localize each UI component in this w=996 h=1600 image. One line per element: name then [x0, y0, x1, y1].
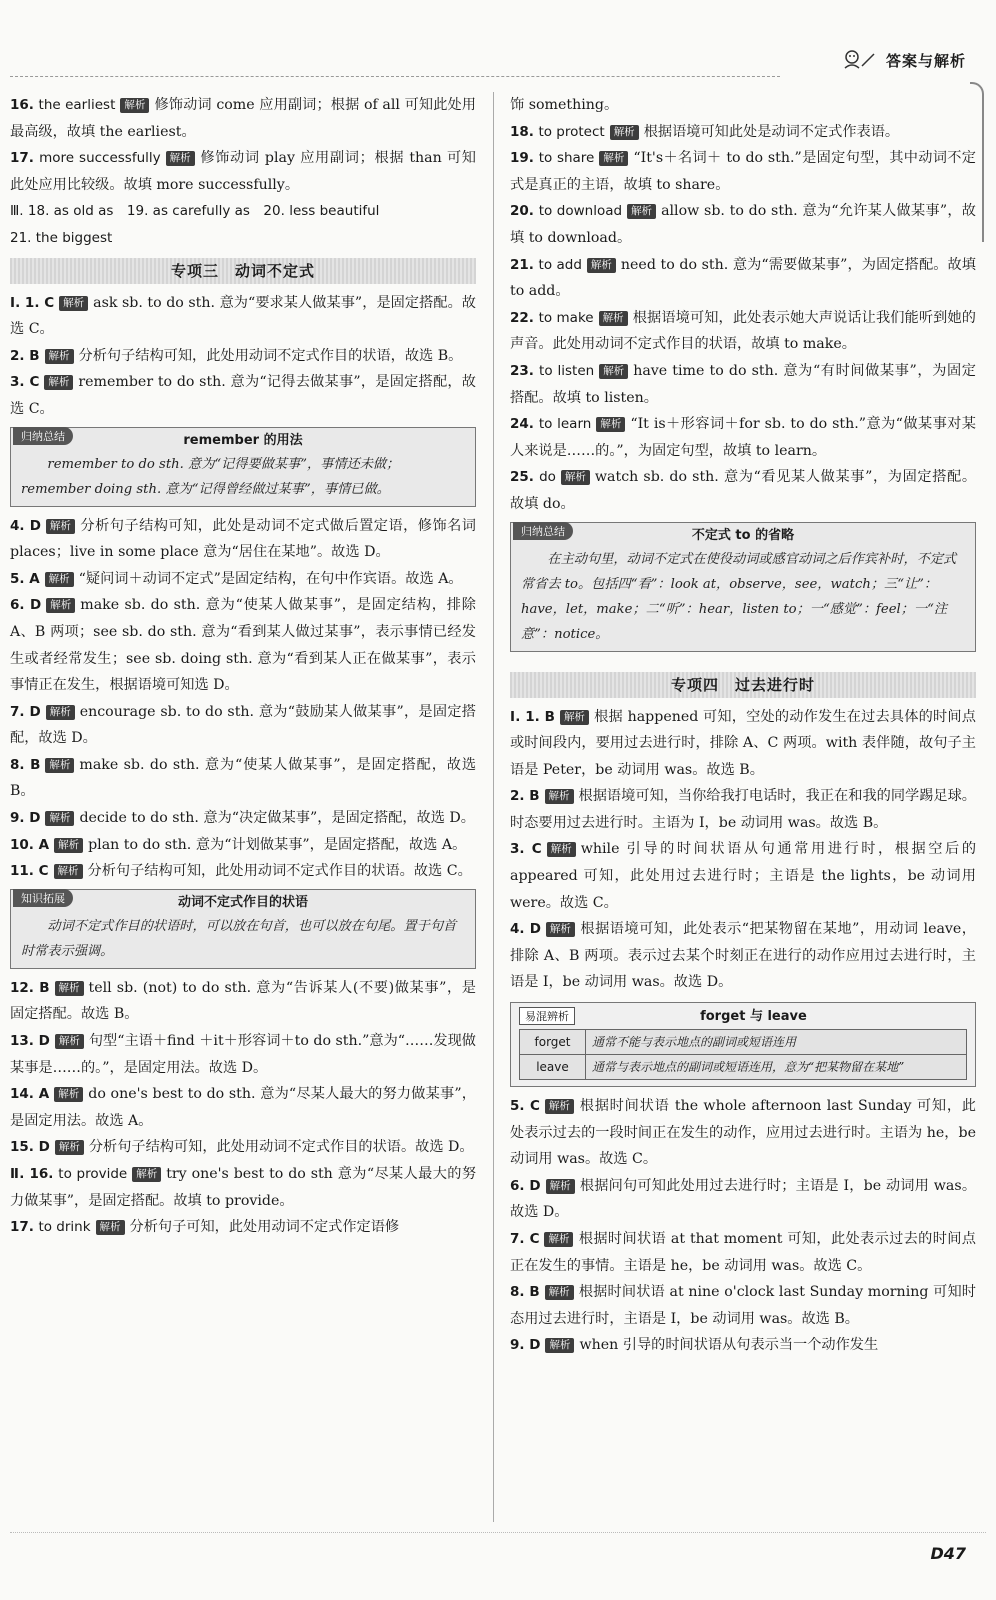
analysis-badge: 解析: [54, 1087, 83, 1102]
analysis-badge: 解析: [166, 151, 195, 166]
analysis-badge: 解析: [46, 519, 75, 534]
explanation-text: allow sb. to do sth. 意为“允许某人做某事”，故填 to download。: [510, 203, 976, 246]
section-title-3: 专项三 动词不定式: [10, 258, 476, 284]
answer-entry: [510, 464, 976, 517]
analysis-badge: 解析: [45, 758, 74, 773]
answer-entry: [10, 1134, 476, 1161]
answer-entry: [510, 1332, 976, 1359]
answer-entry: [510, 411, 976, 464]
analysis-badge: 解析: [560, 710, 589, 725]
box-title: 动词不定式作目的状语: [177, 894, 308, 910]
question-number: 19.: [510, 150, 534, 167]
right-column: [510, 92, 976, 1359]
analysis-badge: 解析: [45, 349, 74, 364]
comparison-table: [519, 1029, 967, 1080]
question-number: 5. A: [10, 570, 40, 587]
explanation-text: 根据语境可知，此处表示“把某物留在某地”，用动词 leave，排除 A、B 两项。表示过去某个时刻正在进行的动作应用过去进行时，主语是 I，be 动词用 was。故选 D。: [510, 921, 976, 991]
answer-entry: [510, 145, 976, 198]
analysis-badge: 解析: [627, 204, 656, 219]
question-number: 11. C: [10, 863, 49, 880]
answer-entry: [510, 704, 976, 784]
continued-text: 饰 something。: [510, 97, 619, 113]
analysis-badge: 解析: [547, 842, 576, 857]
question-number: 4. D: [510, 921, 541, 938]
answer-entry: [10, 699, 476, 752]
left-column: [10, 92, 476, 1241]
page-header: [842, 48, 966, 72]
explanation-text: encourage sb. to do sth. 意为“鼓励某人做某事”，是固定搭配，故选 D。: [10, 703, 476, 747]
extension-box-purpose: [10, 889, 476, 969]
answer-entry: [510, 783, 976, 836]
table-value: 通常不能与表示地点的副词或短语连用: [586, 1030, 967, 1055]
analysis-badge: 解析: [96, 1220, 125, 1235]
answer-entry: [10, 858, 476, 885]
answer-entry: [510, 198, 976, 251]
question-number: Ⅱ. 16.: [10, 1166, 54, 1182]
question-number: 9. D: [510, 1337, 541, 1354]
analysis-badge: 解析: [46, 598, 75, 613]
question-number: 6. D: [510, 1177, 541, 1194]
analysis-badge: 解析: [587, 258, 616, 273]
question-number: 8. B: [510, 1284, 540, 1301]
analysis-badge: 解析: [596, 417, 625, 432]
answer-entry: [10, 92, 476, 145]
question-number: 2. B: [510, 788, 540, 805]
answer-entry: [10, 369, 476, 422]
question-number: 5. C: [510, 1098, 540, 1115]
analysis-badge: 解析: [561, 470, 590, 485]
answer-entry: [510, 916, 976, 996]
table-title: forget 与 leave: [700, 1009, 807, 1025]
answer-text: to make: [538, 309, 594, 326]
answer-entry: [10, 343, 476, 370]
question-number: 20.: [510, 203, 534, 220]
box-tag: 归纳总结: [13, 427, 73, 445]
explanation-text: need to do sth. 意为“需要做某事”，为固定搭配。故填 to add。: [510, 256, 976, 300]
analysis-badge: 解析: [55, 981, 84, 996]
explanation-text: 根据语境可知，此处表示她大声说话让我们能听到她的声音。此处用动词不定式作目的状语，故填 to make。: [510, 309, 976, 353]
box-title: remember 的用法: [183, 432, 303, 448]
answer-text: to provide: [58, 1166, 128, 1182]
answer-text: to drink: [38, 1219, 91, 1236]
box-body: remember to do sth. 意为“记得要做某事”，事情还未做；remember doing sth. 意为“记得曾经做过某事”，事情已做。: [21, 456, 400, 497]
header-rule: [10, 76, 780, 77]
question-number: Ⅰ. 1. B: [510, 708, 555, 725]
answer-entry: [10, 290, 476, 343]
question-number: 13. D: [10, 1033, 50, 1050]
section-title-4: 专项四 过去进行时: [510, 672, 976, 698]
question-number: 24.: [510, 416, 534, 433]
table-key: forget: [520, 1030, 586, 1055]
analysis-badge: 解析: [544, 1232, 573, 1247]
explanation-text: make sb. do sth. 意为“使某人做某事”，是固定搭配，故选 B。: [10, 756, 477, 800]
question-number: 21.: [510, 256, 534, 273]
analysis-badge: 解析: [46, 705, 75, 720]
question-number: 4. D: [10, 517, 41, 534]
explanation-text: tell sb. (not) to do sth. 意为“告诉某人(不要)做某事”，是固定搭配。故选 B。: [10, 979, 476, 1023]
answer-entry: [10, 566, 476, 593]
analysis-badge: 解析: [44, 375, 73, 390]
answer-text: to share: [538, 150, 595, 167]
question-number: 8. B: [10, 756, 41, 773]
explanation-text: 句型“主语＋find ＋it＋形容词＋to do sth.”意为“……发现做某事是……的。”，是固定用法。故选 D。: [10, 1033, 476, 1076]
question-number: 14. A: [10, 1086, 50, 1103]
analysis-badge: 解析: [45, 811, 74, 826]
answer-text: to add: [538, 256, 582, 273]
question-number: 22.: [510, 309, 534, 326]
question-number: 18.: [510, 123, 534, 140]
explanation-text: decide to do sth. 意为“决定做某事”，是固定搭配，故选 D。: [79, 810, 475, 827]
question-number: 17.: [10, 1219, 34, 1236]
answer-text: to download: [538, 203, 623, 220]
explanation-text: 根据问句可知此处用过去进行时；主语是 I，be 动词用 was。故选 D。: [510, 1177, 977, 1221]
explanation-text: 根据语境可知此处是动词不定式作表语。: [643, 123, 900, 140]
answer-entry: [510, 305, 976, 358]
answer-entry: [10, 1081, 476, 1134]
header-title: 答案与解析: [885, 51, 966, 70]
analysis-badge: 解析: [59, 296, 88, 311]
answer-text: to learn: [538, 416, 592, 433]
explanation-text: remember to do sth. 意为“记得去做某事”，是固定搭配，故选 C。: [10, 374, 476, 417]
explanation-text: 根据时间状语 at nine o'clock last Sunday morning 可知时态用过去进行时，主语是 I，be 动词用 was。故选 B。: [510, 1284, 976, 1327]
answer-entry: [510, 119, 976, 146]
analysis-badge: 解析: [545, 1338, 574, 1353]
box-body: 在主动句里，动词不定式在使役动词或感官动词之后作宾补时，不定式常省去 to。包括四“看”：look at，observe，see，watch；三“让”：have，let，make；二“听”：hear，listen to；一“感觉”：feel；一“注意”：notice。: [521, 551, 957, 642]
question-number: 7. D: [10, 703, 41, 720]
answer-entry: [510, 836, 976, 916]
box-tag: 知识拓展: [13, 889, 73, 907]
comparison-box: [510, 1002, 976, 1087]
box-title: 不定式 to 的省略: [691, 527, 795, 543]
analysis-badge: 解析: [545, 1285, 574, 1300]
analysis-badge: 解析: [546, 922, 575, 937]
explanation-text: have time to do sth. 意为“有时间做某事”，为固定搭配。故填 to listen。: [510, 362, 976, 406]
analysis-badge: 解析: [132, 1167, 161, 1182]
explanation-text: 根据语境可知，当你给我打电话时，我正在和我的同学踢足球。时态要用过去进行时。主语为 I，be 动词用 was。故选 B。: [510, 788, 976, 831]
question-number: 17.: [10, 150, 34, 167]
mascot-icon: [842, 48, 876, 72]
question-number: 12. B: [10, 979, 50, 996]
answer-entry: [510, 252, 976, 305]
answer-entry: [10, 592, 476, 698]
analysis-badge: 解析: [54, 838, 83, 853]
question-number: 6. D: [10, 597, 42, 614]
box-body: 动词不定式作目的状语时，可以放在句首，也可以放在句尾。置于句首时常表示强调。: [21, 918, 457, 959]
question-number: Ⅰ. 1. C: [10, 294, 55, 311]
answer-entry: [510, 1226, 976, 1279]
answer-text: more successfully: [39, 150, 161, 167]
analysis-badge: 解析: [599, 311, 628, 326]
question-number: 7. C: [510, 1231, 540, 1247]
analysis-badge: 解析: [120, 98, 149, 113]
answer-entry: [10, 1161, 476, 1214]
explanation-text: 根据 happened 可知，空处的动作发生在过去具体的时间点或时间段内，要用过去进行时，排除 A、C 两项。with 表伴随，故句子主语是 Peter，be 动词用 was。故选 B。: [510, 708, 976, 778]
explanation-text: when 引导的时间状语从句表示当一个动作发生: [579, 1337, 879, 1354]
explanation-text: 分析句子结构可知，此处是动词不定式做后置定语，修饰名词 places；live in some place 意为“居住在某地”。故选 D。: [10, 517, 476, 561]
table-row: [520, 1030, 967, 1055]
answer-entry: [10, 145, 476, 198]
answer-entry: [10, 975, 476, 1028]
question-number: 3. C: [10, 374, 40, 391]
page-number: D47: [930, 1544, 966, 1563]
question-number: 3. C: [510, 841, 542, 858]
analysis-badge: 解析: [45, 572, 74, 587]
analysis-badge: 解析: [599, 151, 628, 166]
analysis-badge: 解析: [545, 789, 574, 804]
analysis-badge: 解析: [55, 1140, 84, 1155]
explanation-text: “疑问词＋动词不定式”是固定结构，在句中作宾语。故选 A。: [78, 570, 463, 587]
analysis-badge: 解析: [545, 1099, 574, 1114]
answer-entry: [10, 1214, 476, 1241]
explanation-text: 根据时间状语 at that moment 可知，此处表示过去的时间点正在发生的事情。主语是 he，be 动词用 was。故选 C。: [510, 1231, 976, 1274]
explanation-text: do one's best to do sth. 意为“尽某人最大的努力做某事”，是固定用法。故选 A。: [10, 1086, 476, 1129]
table-key: leave: [520, 1055, 586, 1080]
answer-text: to protect: [538, 123, 605, 140]
explanation-text: “It is＋形容词＋for sb. to do sth.”意为“做某事对某人来说是……的。”，为固定句型，故填 to learn。: [510, 416, 976, 459]
answer-text: the earliest: [38, 97, 116, 113]
explanation-text: 分析句子结构可知，此处用动词不定式作目的状语。故选 C。: [87, 863, 472, 880]
answer-line-21: 21. the biggest: [10, 229, 113, 246]
table-value: 通常与表示地点的副词或短语连用，意为“把某物留在某地”: [586, 1055, 967, 1080]
analysis-badge: 解析: [599, 364, 628, 379]
explanation-text: 修饰动词 come 应用副词；根据 of all 可知此处用最高级，故填 the earliest。: [10, 97, 476, 140]
answer-entry: [510, 1093, 976, 1173]
summary-box-remember: [10, 427, 476, 507]
question-number: 16.: [10, 97, 34, 113]
answer-entry: [10, 832, 476, 859]
question-number: 15. D: [10, 1139, 50, 1156]
question-number: 10. A: [10, 836, 50, 853]
explanation-text: 根据时间状语 the whole afternoon last Sunday 可知，此处表示过去的一段时间正在发生的动作，应用过去进行时。主语为 he，be 动词用 was。故选 C。: [510, 1098, 976, 1168]
answer-entry: [10, 513, 476, 566]
explanation-text: 修饰动词 play 应用副词；根据 than 可知此处应用比较级。故填 more successfully。: [10, 150, 476, 193]
answer-entry: [10, 805, 476, 832]
summary-box-to-omission: [510, 522, 976, 652]
explanation-text: ask sb. to do sth. 意为“要求某人做某事”，是固定搭配。故选 C。: [10, 294, 476, 338]
question-number: 9. D: [10, 810, 41, 827]
question-number: 23.: [510, 362, 534, 379]
explanation-text: 分析句子结构可知，此处用动词不定式作目的状语，故选 B。: [78, 347, 463, 364]
explanation-text: while 引导的时间状语从句通常用进行时，根据空后的 appeared 可知，此处用过去进行时；主语是 the lights，be 动词用 were。故选 C。: [510, 841, 977, 911]
analysis-badge: 解析: [55, 1034, 84, 1049]
analysis-badge: 解析: [546, 1179, 575, 1194]
analysis-badge: 解析: [54, 864, 83, 879]
answer-entry: [510, 1279, 976, 1332]
explanation-text: watch sb. do sth. 意为“看见某人做某事”，为固定搭配。故填 do。: [510, 469, 977, 512]
explanation-text: “It's＋名词＋ to do sth.”是固定句型，其中动词不定式是真正的主语，故填 to share。: [510, 150, 976, 193]
answer-text: do: [539, 469, 556, 486]
explanation-text: plan to do sth. 意为“计划做某事”，是固定搭配，故选 A。: [88, 836, 467, 853]
table-row: [520, 1055, 967, 1080]
explanation-text: try one's best to do sth 意为“尽某人最大的努力做某事”，是固定搭配。故填 to provide。: [10, 1166, 477, 1209]
answer-text: to listen: [539, 362, 595, 379]
answer-line-iii: Ⅲ. 18. as old as 19. as carefully as 20. less beautiful: [10, 203, 380, 220]
table-tag: 易混辨析: [519, 1007, 575, 1025]
footer-rule: [10, 1532, 986, 1533]
answer-entry: [10, 752, 476, 805]
answer-entry: [510, 358, 976, 411]
explanation-text: 分析句子结构可知，此处用动词不定式作目的状语。故选 D。: [88, 1139, 474, 1156]
column-divider: [493, 92, 494, 1522]
answer-entry: [10, 1028, 476, 1081]
explanation-text: make sb. do sth. 意为“使某人做某事”，是固定结构，排除 A、B 两项；see sb. do sth. 意为“看到某人做过某事”，表示事情已经发生或者经常发生；see sb. doing sth. 意为“看到某人正在做某事”，表示事情正在发生，根据语境可知选 D。: [10, 597, 476, 694]
question-number: 25.: [510, 469, 534, 486]
analysis-badge: 解析: [610, 125, 639, 140]
answer-entry: [510, 1173, 976, 1226]
question-number: 2. B: [10, 347, 40, 364]
box-tag: 归纳总结: [513, 522, 573, 540]
explanation-text: 分析句子可知，此处用动词不定式作定语修: [129, 1219, 400, 1236]
